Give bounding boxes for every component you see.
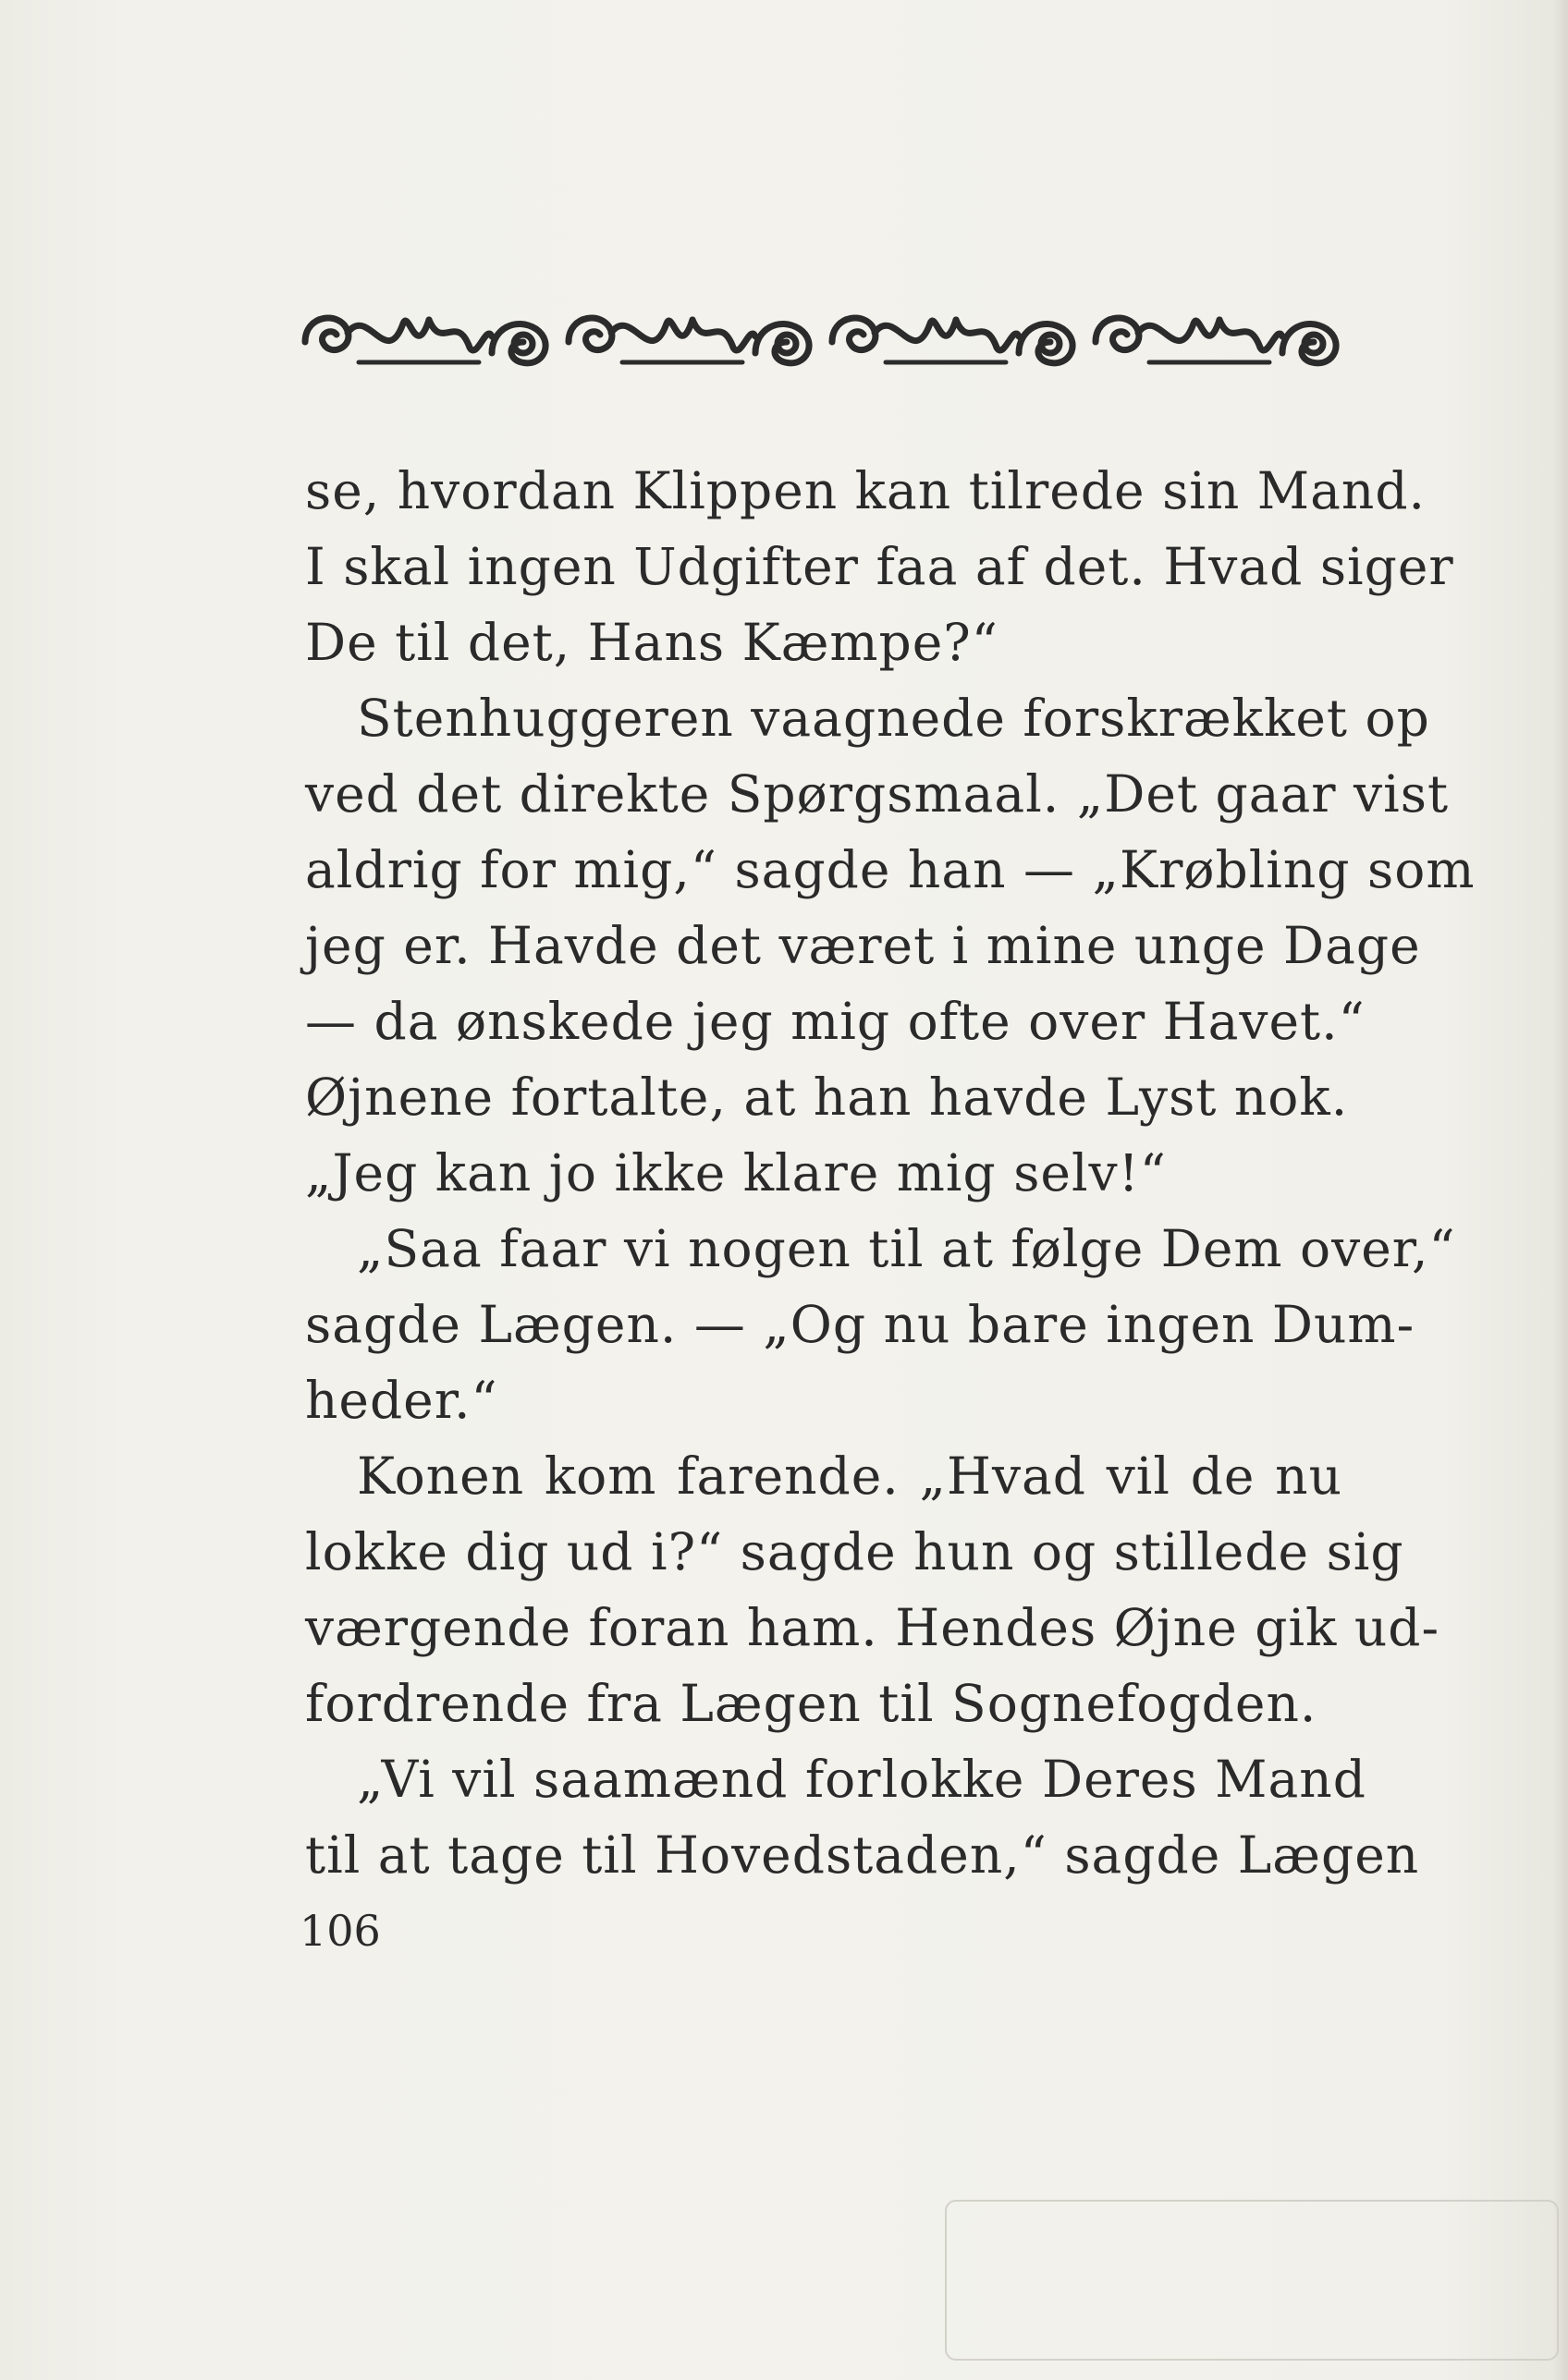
text-line: I skal ingen Udgifter faa af det. Hvad siger [305,537,1454,596]
page-corner-mark [945,2200,1559,2361]
ornament-stroke [1096,318,1139,350]
ornament-stroke [875,320,956,341]
ornament-stroke [1019,323,1072,362]
ornament-stroke [956,320,1019,350]
ornament-stroke [1219,320,1282,350]
ornament-stroke [832,318,876,350]
ornament-stroke [348,320,429,341]
ornament-stroke [1138,320,1219,341]
text-line: aldrig for mig,“ sagde han — „Krøbling som [305,840,1476,899]
text-line: heder.“ [305,1371,498,1430]
ornament-stroke [1282,323,1336,362]
text-line: lokke dig ud i?“ sagde hun og stillede sig [305,1522,1404,1581]
text-line: fordrende fra Lægen til Sognefogden. [305,1674,1317,1733]
text-line: se, hvordan Klippen kan tilrede sin Mand. [305,461,1427,520]
ornament-motif [832,318,1072,363]
text-line: — da ønskede jeg mig ofte over Havet.“ [305,992,1366,1051]
text-line: Øjnene fortalte, at han havde Lyst nok. [305,1068,1349,1127]
page-number: 106 [300,1906,381,1956]
body-text [305,453,1476,1893]
text-line: Stenhuggeren vaagnede forskrækket op [357,689,1430,748]
text-line: Konen kom farende. „Hvad vil de nu [357,1446,1342,1506]
text-line: „Jeg kan jo ikke klare mig selv!“ [305,1143,1167,1202]
ornament-stroke [611,320,692,341]
text-line: sagde Lægen. — „Og nu bare ingen Dum- [305,1295,1415,1354]
ornament-motif [305,318,545,363]
ornament-stroke [305,318,349,350]
ornament-stroke [429,320,492,350]
ornament-stroke [492,323,545,362]
ornament-motif [569,318,809,363]
text-line: jeg er. Havde det været i mine unge Dage [305,916,1421,975]
text-line: „Vi vil saamænd forlokke Deres Mand [357,1750,1366,1809]
text-line: ved det direkte Spørgsmaal. „Det gaar vist [305,764,1450,824]
text-line: De til det, Hans Kæmpe?“ [305,613,998,672]
text-line: værgende foran ham. Hendes Øjne gik ud- [305,1598,1440,1657]
ornament-stroke [692,320,755,350]
text-line: til at tage til Hovedstaden,“ sagde Lægen [305,1825,1420,1885]
ornament-stroke [755,323,809,362]
ornament-stroke [569,318,612,350]
ornament-motif [1096,318,1336,363]
text-line: „Saa faar vi nogen til at følge Dem over,“ [357,1219,1456,1278]
celtic-border-ornament-icon [294,296,1348,379]
page-edge [1551,0,1568,2380]
